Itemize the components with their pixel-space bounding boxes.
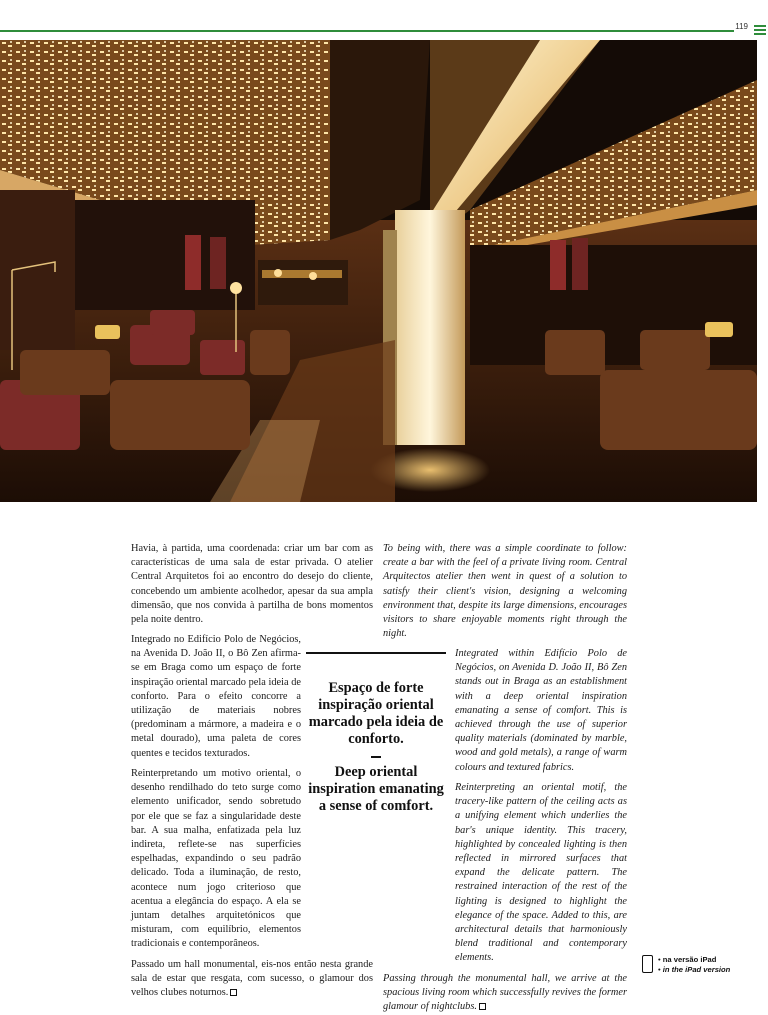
en-paragraph-3: Reinterpreting an oriental motif, the tracery-like pattern of the ceiling acts as a unifying element which underlies the bar's unique identity. This tracery, highlighted by concealed lighting is then reflected in mirrored surfaces that expand the delicate pattern. The restrained interaction of the rest of the lighting is designed to highlight the elegance of the space. Added to this, are architectural details that harmoniously blend traditional and contemporary elements. xyxy=(455,782,627,964)
pt-paragraph-4-text: Passado um hall monumental, eis-nos então nesta grande sala de estar que resgata, com sucesso, o glamour dos velhos clubes noturnos. xyxy=(131,959,373,999)
en-paragraph-1: To being with, there was a simple coordinate to follow: create a bar with the feel of a private living room. Central Arquitectos atelier then went in quest of a solution to satisfy their client's vision, designing a welcoming environment that, despite its large dimensions, encourages visitors to share enjoyable moments right through the night. xyxy=(383,543,627,640)
pullquote xyxy=(306,652,446,815)
pullquote-divider xyxy=(371,756,381,758)
end-mark-icon xyxy=(479,1003,486,1010)
ipad-note-en: in the iPad version xyxy=(662,965,731,974)
pt-paragraph-4 xyxy=(131,958,373,1001)
pullquote-pt: Espaço de forte inspiração oriental marcado pela ideia de conforto. xyxy=(308,680,444,747)
interior-photo xyxy=(0,40,757,502)
pt-paragraph-3: Reinterpretando um motivo oriental, o desenho rendilhado do teto surge como elemento unificador, sendo sobretudo por ele que se faz a singularidade deste bar. A sua malha, enfatizada pela luz indireta, reflete-se nas superfícies espelhadas, expandindo o seu padrão delicado. Toda a iluminação, de resto, acontece num jogo criterioso que acentua a elegância do espaço. A ela se juntam detalhes arquitetónicos que misturam, com equilíbrio, elementos tradicionais e contemporâneos. xyxy=(131,768,301,950)
end-mark-icon xyxy=(230,989,237,996)
header-rule xyxy=(0,30,734,32)
pt-paragraph-2: Integrado no Edifício Polo de Negócios, na Avenida D. João II, o Bô Zen afirma-se em Braga como um espaço de forte inspiração oriental marcado pela ideia de conforto. Para o efeito concorre a utilização de materiais nobres (predominam a mármore, a madeira e o metal dourado), uma paleta de cores quentes e tecidos texturados. xyxy=(131,634,301,759)
folio-ornament xyxy=(754,25,766,37)
en-paragraph-4 xyxy=(383,972,627,1015)
bar-interior-illustration xyxy=(0,40,757,502)
pt-paragraph-1: Havia, à partida, uma coordenada: criar um bar com as características de uma sala de estar privada. O atelier Central Arquitetos foi ao encontro do desejo do cliente, concebendo um ambiente acolhedor, apesar da sua ampla dimensão, que nos convida à partilha de bons momentos pela noite dentro. xyxy=(131,543,373,626)
en-paragraph-4-text: Passing through the monumental hall, we arrive at the spacious living room which successfully revives the former glamour of nightclubs. xyxy=(383,973,627,1013)
tablet-icon xyxy=(642,955,653,973)
page-number: 119 xyxy=(735,22,748,31)
en-paragraph-2: Integrated within Edifício Polo de Negócios, on Avenida D. João II, Bô Zen stands out in Braga as an establishment with a deep oriental inspiration emanating a sense of comfort. This is achieved through the use of superior quality materials (dominated by marble, wood and gold metals), a range of warm colours and textured fabrics. xyxy=(455,648,627,773)
pullquote-en: Deep oriental inspiration emanating a sense of comfort. xyxy=(308,763,444,814)
ipad-note-pt: na versão iPad xyxy=(662,955,717,964)
